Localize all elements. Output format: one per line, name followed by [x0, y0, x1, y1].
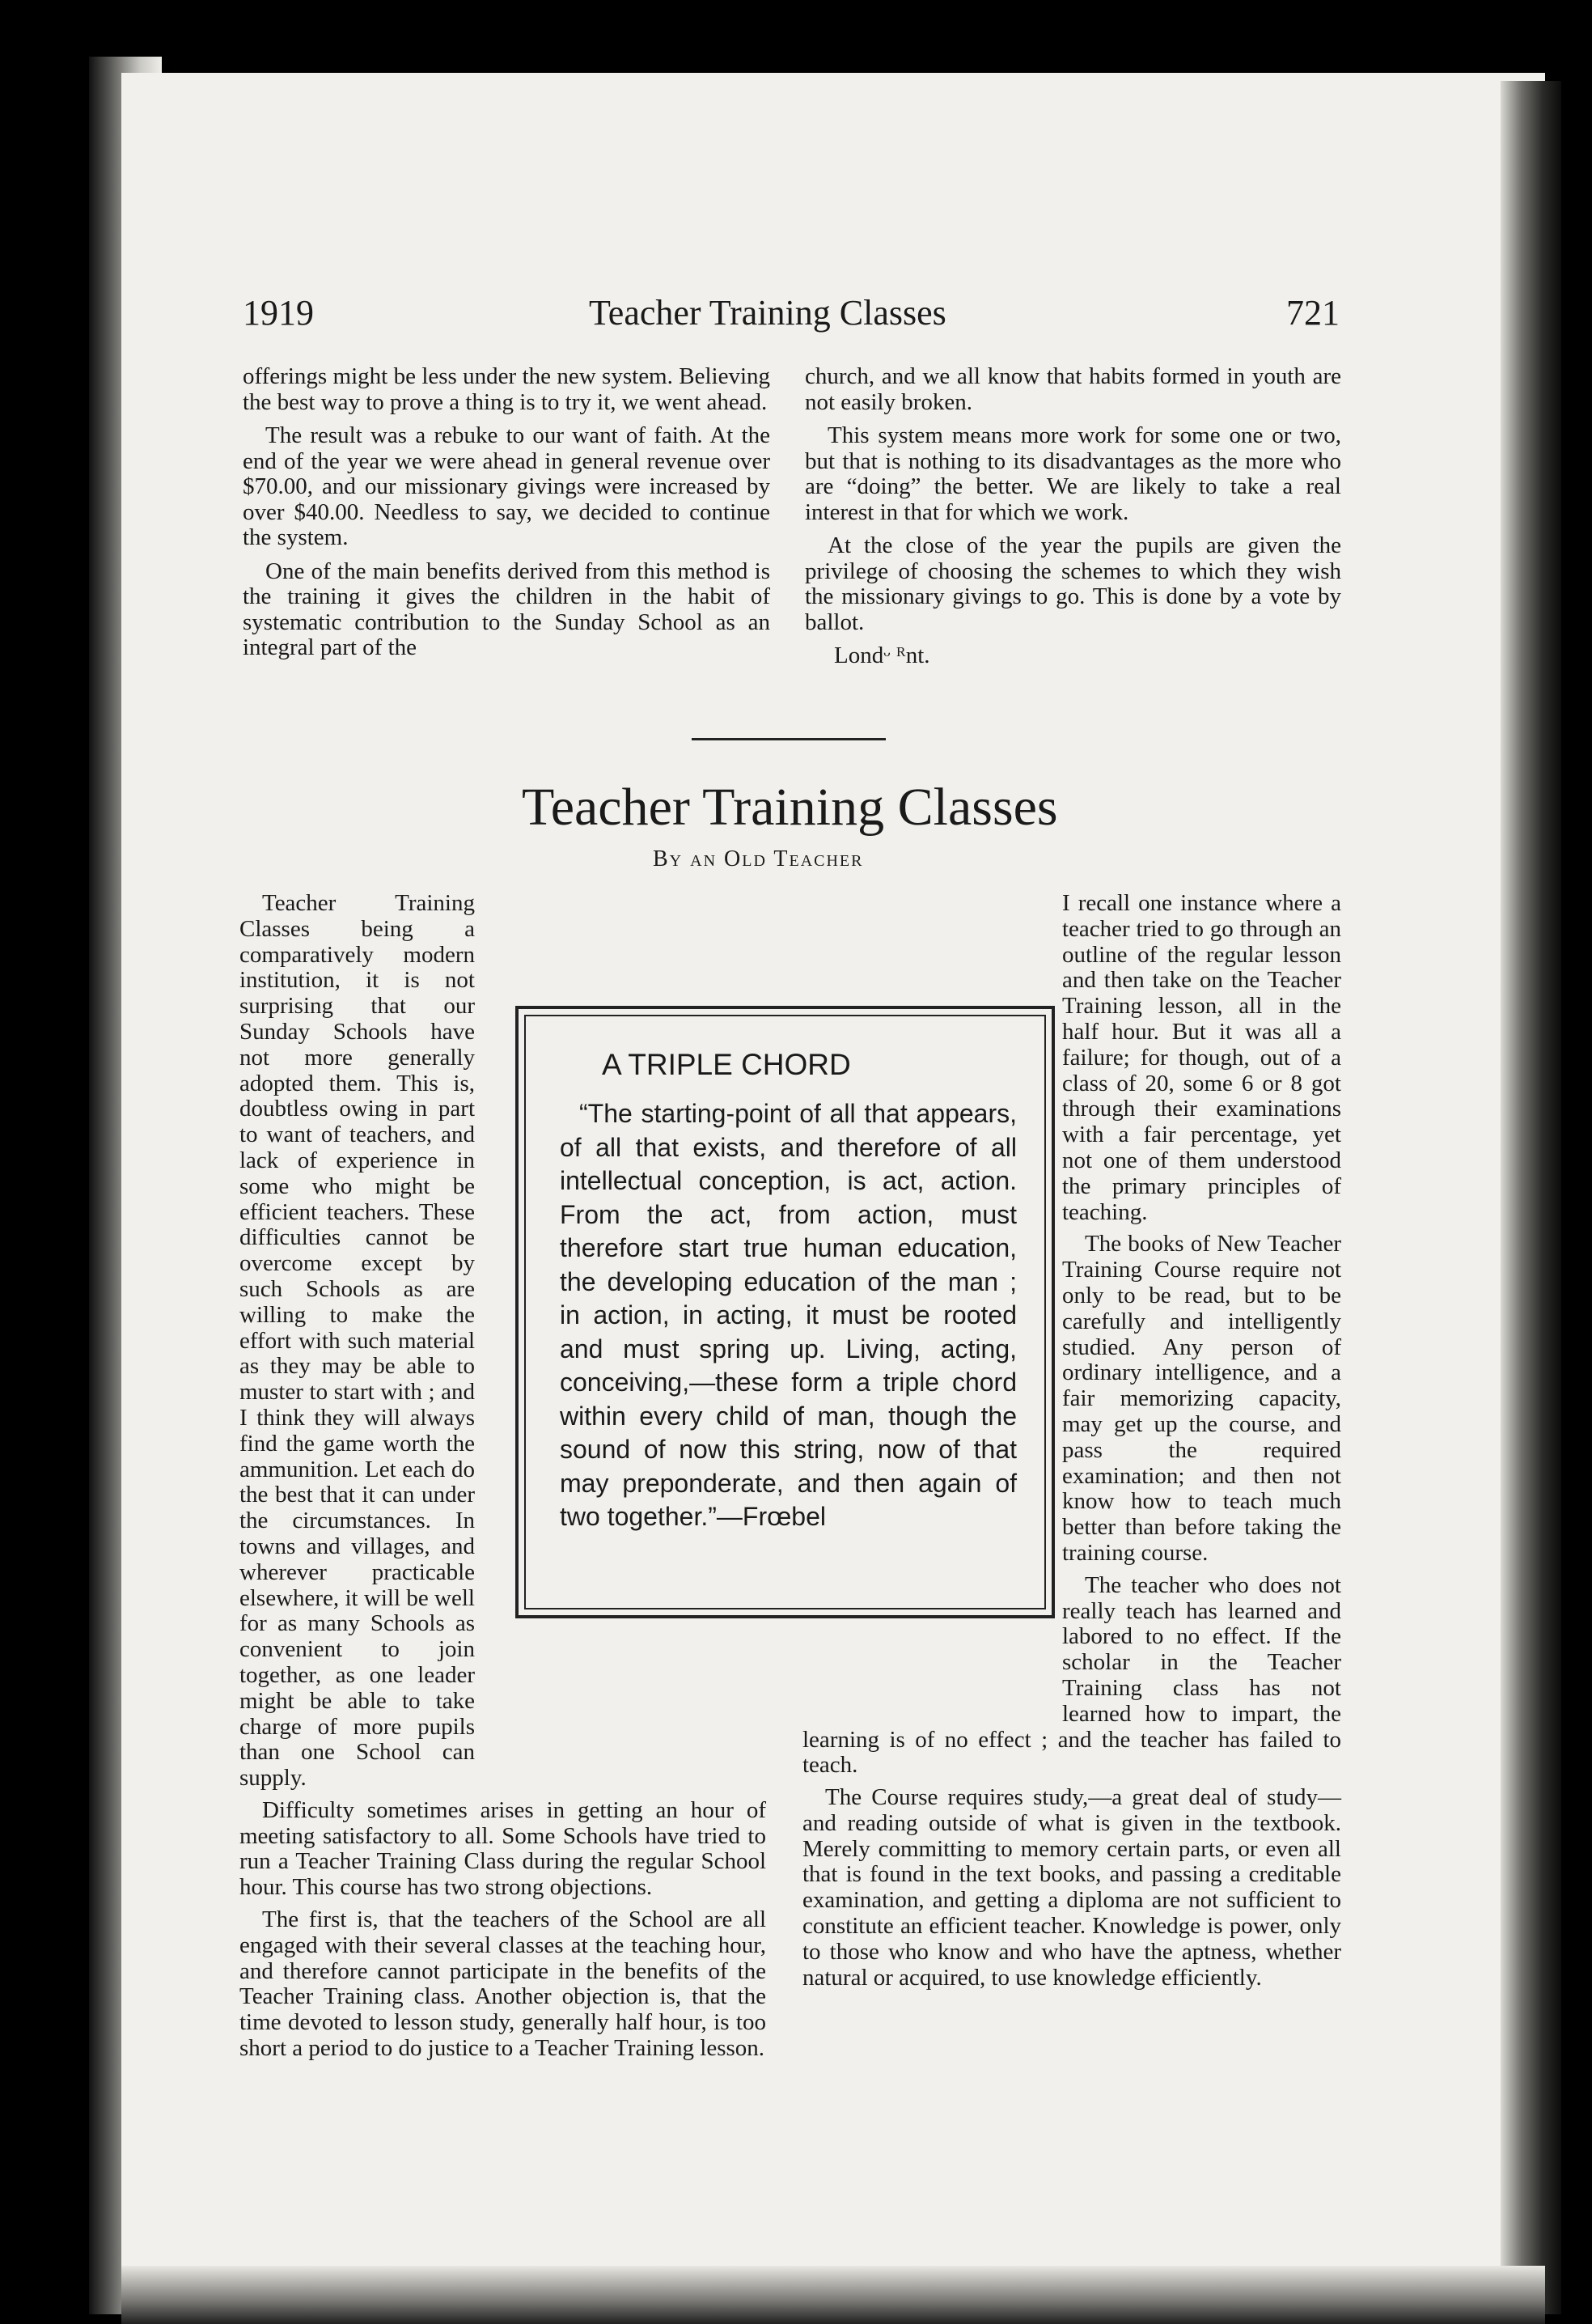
header-running-title: Teacher Training Classes [589, 293, 946, 333]
article-title: Teacher Training Classes [522, 778, 1058, 837]
paragraph: The teacher who does not really teach has learned and labored to no effect. If the scholar in the Teacher Training class has not learned how to impart, the learning is of no effect ; and the teacher has failed to teach. [802, 1571, 1341, 1779]
page-bottom-edge [121, 2266, 1545, 2324]
book-gutter-right [1501, 81, 1561, 2314]
paragraph: Teacher Training Classes being a comparatively modern institution, it is not surprising that our Sunday Schools have not more generally adopted them. This is, doubtless owing in part to want of teachers, and lack of experience in some who might be efficient teachers. These difficulties cannot be overcome except by such Schools as are willing to make the effort with such material as they may be able to muster to start with ; and I think they will always find the game worth the ammunition. Let each do the best that it can under the circumstances. In towns and villages, and wherever practicable elsewhere, it will be well for as many Schools as convenient to join together, as one leader might be able to take charge of more pupils than one School can supply. [239, 890, 475, 1792]
header-year: 1919 [243, 293, 314, 333]
paragraph: At the close of the year the pupils are given the privilege of choosing the schemes to which they wish the missionary givings to go. This is done by a vote by ballot. [805, 532, 1341, 635]
paragraph: The books of New Teacher Training Course require not only to be read, but to be carefully and intelligently studied. Any person of ordinary intelligence, and a fair memorizing capacity, may get up the course, and pass the required examination; and then not know how to teach much better than before taking the training course. [1062, 1231, 1341, 1566]
paragraph: The result was a rebuke to our want of faith. At the end of the year we were ahead in general revenue over $70.00, and our missionary givings were increased by over $40.00. Needless to say, we decided to continue the system. [243, 422, 770, 550]
section-divider [692, 738, 886, 740]
paragraph: offerings might be less under the new system. Believing the best way to prove a thing is to try it, we went ahead. [243, 363, 770, 415]
header-page-number: 721 [1286, 293, 1340, 333]
previous-article-column-2 [805, 364, 1341, 677]
triple-chord-box [515, 1006, 1055, 1618]
paragraph: One of the main benefits derived from this method is the training it gives the children in the habit of systematic contribution to the Sunday School as an integral part of the [243, 558, 770, 660]
paragraph: This system means more work for some one or two, but that is nothing to its disadvantages as the more who are “doing” the better. We are likely to take a real interest in that for which we work. [805, 422, 1341, 525]
paragraph: Difficulty sometimes arises in getting an hour of meeting satisfactory to all. Some Schools have tried to run a Teacher Training Class during the regular School hour. This course has two strong objections. [239, 1796, 766, 1901]
box-title: A TRIPLE CHORD [602, 1048, 851, 1081]
paragraph: church, and we all know that habits formed in youth are not easily broken. [805, 363, 1341, 415]
article-byline: By an Old Teacher [653, 846, 864, 872]
box-quote-text: “The starting-point of all that appears, of all that exists, and therefore of all intellectual conception, is act, action. From the act, from action, must therefore start true human education, the developing education of the man ; in action, in acting, it must be rooted and must spring up. Living, acting, conceiving,—these form a triple chord within every child of man, though the sound of now this string, now of that may preponderate, and then again of two together.”—Frœbel [560, 1099, 1017, 1531]
paragraph: I recall one instance where a teacher tried to go through an outline of the regular lesson and then take on the Teacher Training lesson, all in the half hour. But it was all a failure; for though, out of a class of 20, some 6 or 8 got through their examinations with a fair percentage, yet not one of them understood the primary principles of teaching. [1062, 890, 1341, 1225]
signature-location: Londᵕ ᴿnt. [834, 642, 930, 668]
paragraph: The Course requires study,—a great deal of study—and reading outside of what is given in the textbook. Merely committing to memory certain parts, or even all that is found in the text books, and passing a creditable examination, and getting a diploma are not sufficient to constitute an efficient teacher. Knowledge is power, only to those who know and who have the aptness, whether natural or acquired, to use knowledge efficiently. [802, 1784, 1341, 1991]
triple-chord-box-inner [524, 1015, 1046, 1609]
previous-article-column-1 [243, 364, 770, 669]
paragraph: The first is, that the teachers of the School are all engaged with their several classes at the teaching hour, and therefore cannot participate in the benefits of the Teacher Training class. Another objection is, that the time devoted to lesson study, generally half hour, is too short a period to do justice to a Teacher Training lesson. [239, 1906, 766, 2062]
